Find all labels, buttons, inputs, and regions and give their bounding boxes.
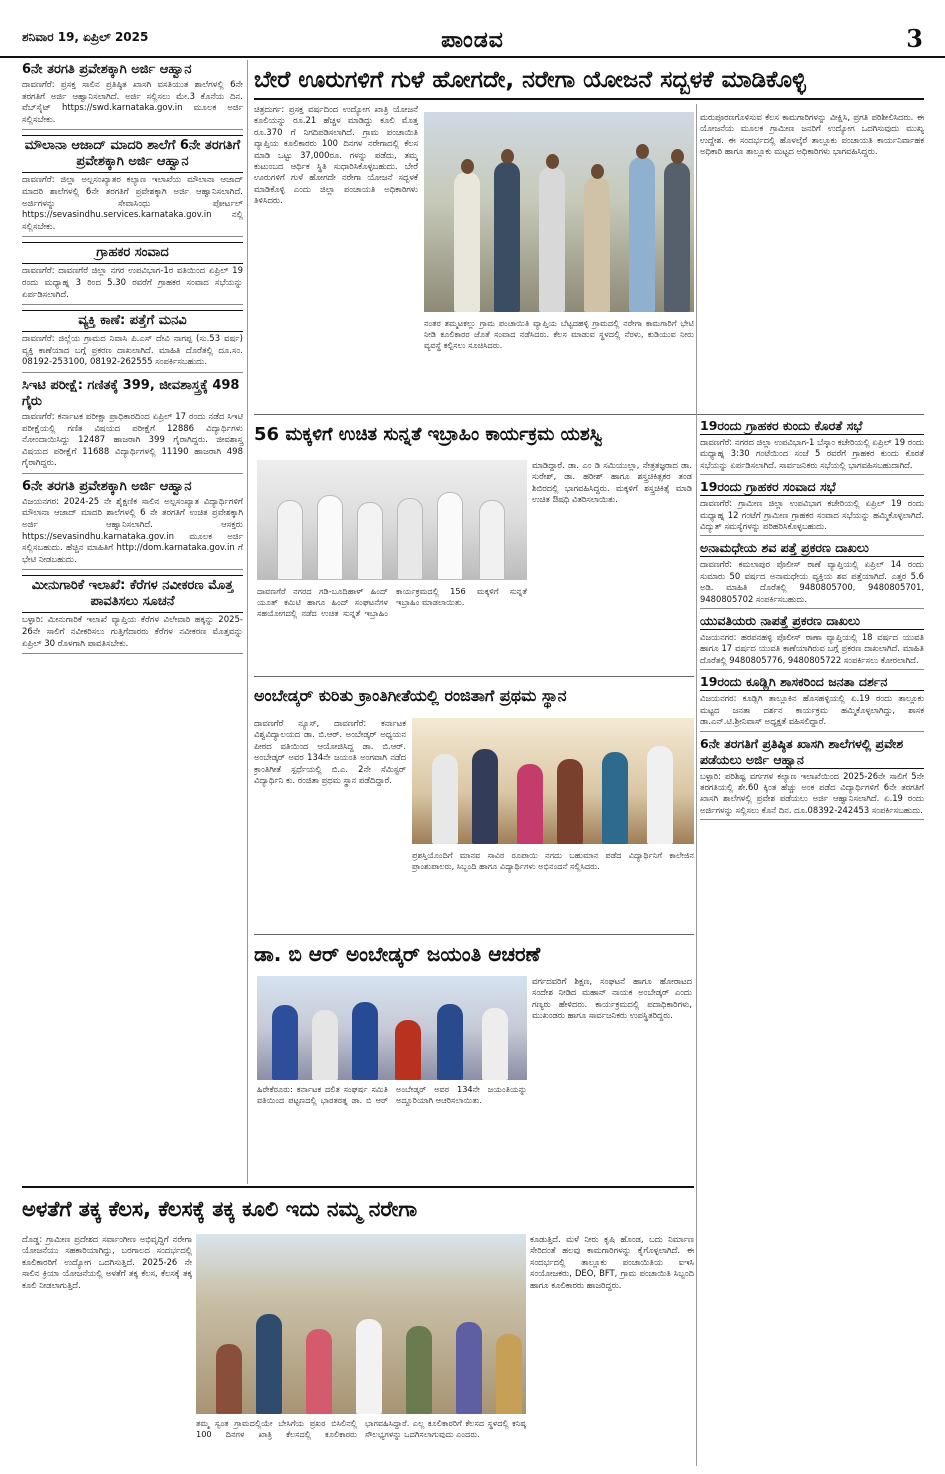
photo-caption: ಪ್ರಶಸ್ತಿಯೊಂದಿಗೆ ಮಾನವ ಸಾವಿರ ರೂಪಾಯಿ ನಗದು ಬಹುಮಾನ ಪಡೆದ ವಿದ್ಯಾರ್ಥಿನಿಗೆ ಕಾಲೇಜಿನ ಪ್ರಾಂಶುಪಾಲರು, ಸಿಬ್ಬಂದಿ ಹಾಗೂ ವಿದ್ಯಾರ್ಥಿಗಳು ಅಭಿನಂದನೆ ಸಲ್ಲಿಸಿದರು.: [412, 850, 694, 871]
nrega-workers-photo: [196, 1234, 526, 1414]
page-number: 3: [906, 24, 923, 53]
story-body: ದಾವಣಗೆರೆ: ದಾವಣಗೆರೆ ಜಿಲ್ಲಾ ನಗರ ಉಪವಿಭಾಗ-1ರ ವತಿಯಿಂದ ಏಪ್ರಿಲ್ 19 ರಂದು ಮಧ್ಯಾಹ್ನ 3 ರಿಂದ 5.30 ರವರೆಗೆ ಗ್ರಾಹಕರ ಸಂವಾದ ಸಭೆಯನ್ನು ಏರ್ಪಡಿಸಲಾಗಿದೆ.: [22, 266, 243, 300]
brief-janata-darshan: [700, 674, 924, 731]
story-school-admission-1: [22, 62, 243, 130]
story-cet-exam: [22, 378, 243, 474]
photo-caption: ತಮ್ಮ ಸ್ವಂತ ಗ್ರಾಮದಲ್ಲಿಯೇ ಬೇಸಿಗೆಯ ಪ್ರಖರ ಬಿಸಿಲಿನಲ್ಲಿ 100 ದಿನಗಳ ಖಾತ್ರಿ ಕೆಲಸದಲ್ಲಿ ಕೂಲಿಕಾರರು ಭಾಗವಹಿಸಿದ್ದಾರೆ. ಎಲ್ಲ ಕೂಲಿಕಾರರಿಗೆ ಕೆಲಸದ ಸ್ಥಳದಲ್ಲಿ ಕನಿಷ್ಠ ಸೌಲಭ್ಯಗಳನ್ನು ಒದಗಿಸಲಾಗುವುದು ಎಂದರು.: [196, 1418, 526, 1439]
story-title: ಸಿಇಟಿ ಪರೀಕ್ಷೆ: ಗಣಿತಕ್ಕೆ 399, ಜೀವಶಾಸ್ತ್ರಕ್ಕೆ 498 ಗೈರು: [22, 377, 240, 409]
story-body-continued: ಕೂಡುತ್ತಿದೆ. ಮಳೆ ನೀರು ಕೃಷಿ ಹೊಂಡ, ಬದು ನಿರ್ಮಾಣ ಸೇರಿದಂತೆ ಹಲವು ಕಾಮಗಾರಿಗಳನ್ನು ಕೈಗೊಳ್ಳಲಾಗಿದೆ. ಈ ಸಂದರ್ಭದಲ್ಲಿ ತಾಲ್ಲೂಕು ಪಂಚಾಯಿತಿಯ ಐಇಸಿ ಸಂಯೋಜಕರು, DEO, BFT, ಗ್ರಾಮ ಪಂಚಾಯಿತಿ ಸಿಬ್ಬಂದಿ ಹಾಗೂ ಕೂಲಿಕಾರರು ಹಾಜರಿದ್ದರು.: [530, 1234, 694, 1290]
brief-title: 6ನೇ ತರಗತಿಗೆ ಪ್ರತಿಷ್ಠಿತ ಖಾಸಗಿ ಶಾಲೆಗಳಲ್ಲಿ ಪ್ರವೇಶ ಪಡೆಯಲು ಅರ್ಜಿ ಆಹ್ವಾನ: [700, 736, 924, 769]
nrega-bottom-headline-box: [22, 1190, 694, 1230]
photo-caption: ಹಿರೇಕೆರೂರು: ಕರ್ನಾಟಕ ದಲಿತ ಸಂಘರ್ಷ ಸಮಿತಿ ವತಿಯಿಂದ ಪಟ್ಟಣದಲ್ಲಿ ಭಾರತರತ್ನ ಡಾ. ಬಿ ಆರ್ ಅಂಬೇಡ್ಕರ್ ಅವರ 134ನೇ ಜಯಂತಿಯನ್ನು ಅದ್ದೂರಿಯಾಗಿ ಆಚರಿಸಲಾಯಿತು.: [257, 1084, 527, 1105]
story-body: ಬಳ್ಳಾರಿ: ಮೀನುಗಾರಿಕೆ ಇಲಾಖೆ ವ್ಯಾಪ್ತಿಯ ಕೆರೆಗಳ ವಿಲೇವಾರಿ ಹಕ್ಕನ್ನು 2025-26ನೇ ಸಾಲಿಗೆ ನವೀಕರಿಸಲು ಗುತ್ತಿಗೆದಾರರು ಕೆರೆಗಳ ನವೀಕರಣ ಮೊತ್ತವನ್ನು ಏಪ್ರಿಲ್ 30 ರೊಳಗಾಗಿ ಪಾವತಿಸಬೇಕು.: [22, 615, 243, 649]
masthead: [0, 0, 945, 58]
photo-caption: ದಾವಣಗೆರೆ ನಗರದ ಗಡಿ-ಬೂದಿಹಾಳ್ ಹಿಂದ್ ಯೂತ್ ಕಮಿಟಿ ಹಾಗೂ ಹಿಂದ್ ಸಂಘಟನೆಗಳ ಸಹಯೋಗದಲ್ಲಿ ನಡೆದ ಉಚಿತ ಸುನ್ನತೆ ಇಬ್ರಾಹಿಂ ಕಾರ್ಯಕ್ರಮದಲ್ಲಿ 156 ಮಕ್ಕಳಿಗೆ ಸುನ್ನತೆ ಇಬ್ರಾಹಿಂ ಮಾಡಲಾಯಿತು.: [257, 586, 527, 618]
cataract-headline-box: [254, 418, 694, 454]
story-body: ದಾವಣಗೆರೆ: ಜಿಲ್ಲೆಯ ಗ್ರಾಮದ ನಿವಾಸಿ ಪಿ.ಎಸ್ ದೇವಿ ನಾಗಪ್ಪ (ಸು.53 ವರ್ಷ) ವ್ಯಕ್ತಿ ಕಾಣೆಯಾದ ಬಗ್ಗೆ ಪ್ರಕರಣ ದಾಖಲಾಗಿದೆ. ಮಾಹಿತಿ ದೊರೆತಲ್ಲಿ ದೂ.ಸಂ. 08192-253100, 08192-262555 ಸಂಪರ್ಕಿಸಬಹುದು.: [22, 334, 243, 368]
brief-unidentified-body: [700, 540, 924, 609]
ambedkar-jayanti-headline-box: [254, 938, 694, 972]
story-body: ದೊಡ್ಡ: ಗ್ರಾಮೀಣ ಪ್ರದೇಶದ ಸರ್ವಾಂಗೀಣ ಅಭಿವೃದ್ಧಿಗೆ ನರೇಗಾ ಯೋಜನೆಯು ಸಹಕಾರಿಯಾಗಿದ್ದು, ಬರಗಾಲದ ಸಂದರ್ಭದಲ್ಲಿ ಕೂಲಿಕಾರರಿಗೆ ಉದ್ಯೋಗ ಒದಗಿಸುತ್ತಿದೆ. 2025-26 ನೇ ಸಾಲಿನ ಕ್ರಿಯಾ ಯೋಜನೆಯಲ್ಲಿ ಅಳತೆಗೆ ತಕ್ಕ ಕೆಲಸ, ಕೆಲಸಕ್ಕೆ ತಕ್ಕ ಕೂಲಿ ನೀಡಲಾಗುತ್ತಿದೆ.: [22, 1234, 192, 1290]
brief-title: 19ರಂದು ಕೂಡ್ಲಿಗಿ ಶಾಸಕರಿಂದ ಜನತಾ ದರ್ಶನ: [700, 674, 924, 691]
issue-date: ಶನಿವಾರ 19, ಏಪ್ರಿಲ್ 2025: [22, 30, 149, 44]
brief-body: ದಾವಣಗೆರೆ: ನಗರದ ಜಿಲ್ಲಾ ಉಪವಿಭಾಗ-1 ಬೆಸ್ಕಾಂ ಕಚೇರಿಯಲ್ಲಿ ಏಪ್ರಿಲ್ 19 ರಂದು ಮಧ್ಯಾಹ್ನ 3:30 ಗಂಟೆಯಿಂದ ಸಂಜೆ 5 ರವರೆಗೆ ಗ್ರಾಹಕರ ಕುಂದು ಕೊರತೆ ಸಭೆಯನ್ನು ಏರ್ಪಡಿಸಲಾಗಿದೆ. ಸಾರ್ವಜನಿಕರು ಸಭೆಯಲ್ಲಿ ಭಾಗವಹಿಸಬಹುದಾಗಿದೆ.: [700, 437, 924, 470]
brief-body: ದಾವಣಗೆರೆ: ಗ್ರಾಮೀಣ ಜಿಲ್ಲಾ ಉಪವಿಭಾಗ ಕಚೇರಿಯಲ್ಲಿ ಏಪ್ರಿಲ್ 19 ರಂದು ಮಧ್ಯಾಹ್ನ 12 ಗಂಟೆಗೆ ಗ್ರಾಮೀಣ ಗ್ರಾಹಕರ ಸಂವಾದ ಸಭೆಯನ್ನು ಹಮ್ಮಿಕೊಳ್ಳಲಾಗಿದೆ. ವಿದ್ಯುತ್ ಸಮಸ್ಯೆಗಳನ್ನು ಪರಿಹರಿಸಿಕೊಳ್ಳಬಹುದು.: [700, 498, 924, 532]
right-column: [700, 418, 924, 1188]
brief-body: ಬಳ್ಳಾರಿ: ಪರಿಶಿಷ್ಟ ವರ್ಗಗಳ ಕಲ್ಯಾಣ ಇಲಾಖೆಯಿಂದ 2025-26ನೇ ಸಾಲಿಗೆ 5ನೇ ತರಗತಿಯಲ್ಲಿ ಶೇ.60 ಕ್ಕಿಂತ ಹೆಚ್ಚು ಅಂಕ ಪಡೆದ ವಿದ್ಯಾರ್ಥಿಗಳಿಗೆ 6ನೇ ತರಗತಿಗೆ ಖಾಸಗಿ ಶಾಲೆಗಳಲ್ಲಿ ಪ್ರವೇಶ ಪಡೆಯಲು ಅರ್ಜಿ ಆಹ್ವಾನಿಸಲಾಗಿದೆ. ಏ.19 ರಂದು ಅರ್ಜಿಗಳನ್ನು ಸಲ್ಲಿಸಲು ಕೊನೆ ದಿನ. ದೂ.08392-242453 ಸಂಪರ್ಕಿಸಬಹುದು.: [700, 770, 924, 815]
story-body: ಚಿತ್ರದುರ್ಗ: ಪ್ರಸಕ್ತ ವರ್ಷದಿಂದ ಉದ್ಯೋಗ ಖಾತ್ರಿ ಯೋಜನೆ ಕೂಲಿಯನ್ನು ರೂ.21 ಹೆಚ್ಚಳ ಮಾಡಿದ್ದು ಕೂಲಿ ಮೊತ್ತ ರೂ.370 ಗೆ ನಿಗದಿಪಡಿಸಲಾಗಿದೆ. ಗ್ರಾಮ ಪಂಚಾಯಿತಿ ವ್ಯಾಪ್ತಿಯ ಕೂಲಿಕಾರರು 100 ದಿನಗಳ ನರೇಗಾದಲ್ಲಿ ಕೆಲಸ ಮಾಡಿ ಒಟ್ಟು 37,000ರೂ. ಗಳನ್ನು ಪಡೆದು, ತಮ್ಮ ಕುಟುಂಬದ ಆರ್ಥಿಕ ಸ್ಥಿತಿ ಸುಧಾರಿಸಿಕೊಳ್ಳಬಹುದು. ಬೇರೆ ಊರುಗಳಿಗೆ ಗುಳೆ ಹೋಗದೇ ನರೇಗಾ ಯೋಜನೆ ಸದ್ಬಳಕೆ ಮಾಡಿಕೊಳ್ಳಿ ಎಂದು ಜಿಲ್ಲಾ ಪಂಚಾಯತಿ ಅಧಿಕಾರಿಗಳು ತಿಳಿಸಿದರು.: [254, 104, 418, 206]
story-consumer-meet: [22, 242, 243, 305]
story-school-admission-2: [22, 479, 243, 571]
brief-grievance-meet: [700, 418, 924, 475]
headline: ಬೇರೆ ಊರುಗಳಿಗೆ ಗುಳೆ ಹೋಗದೇ, ನರೇಗಾ ಯೋಜನೆ ಸದ್ಬಳಕೆ ಮಾಡಿಕೊಳ್ಳಿ: [254, 67, 806, 93]
jayanti-group-photo: [257, 976, 527, 1080]
brief-title: ಯುವತಿಯರು ನಾಪತ್ತೆ ಪ್ರಕರಣ ದಾಖಲು: [700, 613, 924, 630]
brief-body: ವಿಜಯನಗರ: ಹರಪನಹಳ್ಳಿ ಪೊಲೀಸ್ ಠಾಣಾ ವ್ಯಾಪ್ತಿಯಲ್ಲಿ 18 ವರ್ಷದ ಯುವತಿ ಹಾಗೂ 17 ವರ್ಷದ ಯುವತಿ ಕಾಣೆಯಾಗಿರುವ ಬಗ್ಗೆ ಪ್ರಕರಣ ದಾಖಲಾಗಿದೆ. ಮಾಹಿತಿ ದೊರೆತಲ್ಲಿ 9480805776, 9480805722 ಸಂಪರ್ಕಿಸಲು ಕೋರಲಾಗಿದೆ.: [700, 632, 924, 665]
ambedkar-song-headline-box: [254, 680, 694, 714]
headline: ಡಾ. ಬಿ ಆರ್ ಅಂಬೇಡ್ಕರ್ ಜಯಂತಿ ಆಚರಣೆ: [254, 942, 541, 966]
nrega-field-photo: [424, 112, 694, 312]
story-body: ಮಾಡಿದ್ದಾರೆ. ಡಾ. ಎಂ ಡಿ ಸಮಿಯುಲ್ಲಾ, ನೇತ್ರತಜ್ಞರಾದ ಡಾ. ಸುರೇಶ್, ಡಾ. ಹರೀಶ್ ಹಾಗೂ ಶಸ್ತ್ರಚಿಕಿತ್ಸಕರ ತಂಡ ಶಿಬಿರದಲ್ಲಿ ಭಾಗವಹಿಸಿದ್ದರು. ಮಕ್ಕಳಿಗೆ ಶಸ್ತ್ರಚಿಕಿತ್ಸೆ ಮಾಡಿ ಉಚಿತ ಔಷಧಿ ವಿತರಿಸಲಾಯಿತು.: [532, 460, 692, 505]
story-title: ಮೌಲಾನಾ ಆಜಾದ್ ಮಾದರಿ ಶಾಲೆಗೆ 6ನೇ ತರಗತಿಗೆ ಪ್ರವೇಶಕ್ಕಾಗಿ ಅರ್ಜಿ ಆಹ್ವಾನ: [22, 135, 243, 173]
left-column: [22, 60, 248, 1184]
brief-missing-girls: [700, 613, 924, 670]
story-body: ದಾವಣಗೆರೆ: ಪ್ರಸಕ್ತ ಸಾಲಿನ ಪ್ರತಿಷ್ಠಿತ ಖಾಸಗಿ ವಸತಿಯುತ ಶಾಲೆಗಳಲ್ಲಿ 6ನೇ ತರಗತಿಗೆ ಅರ್ಜಿ ಆಹ್ವಾನಿಸಲಾಗಿದೆ. ಅರ್ಜಿ ಸಲ್ಲಿಸಲು ಮೇ.3 ಕೊನೆಯ ದಿನ. ವೆಬ್‌ಸೈಟ್ https://swd.karnataka.gov.in ಮೂಲಕ ಅರ್ಜಿ ಸಲ್ಲಿಸಬೇಕು.: [22, 80, 243, 125]
nrega-top-headline-box: [254, 62, 924, 100]
story-fisheries: [22, 575, 243, 654]
story-body: ವರ್ಗದವರಿಗೆ ಶಿಕ್ಷಣ, ಸಂಘಟನೆ ಹಾಗೂ ಹೋರಾಟದ ಸಂದೇಶ ನೀಡಿದ ಮಹಾನ್ ನಾಯಕ ಅಂಬೇಡ್ಕರ್ ಎಂದು ಗಣ್ಯರು ಹೇಳಿದರು. ಕಾರ್ಯಕ್ರಮದಲ್ಲಿ ಪದಾಧಿಕಾರಿಗಳು, ಮುಖಂಡರು ಹಾಗೂ ಸಾರ್ವಜನಿಕರು ಉಪಸ್ಥಿತರಿದ್ದರು.: [532, 976, 692, 1021]
headline: ಅಂಬೇಡ್ಕರ್ ಕುರಿತು ಕ್ರಾಂತಿಗೀತೆಯಲ್ಲಿ ರಂಜಿತಾಗೆ ಪ್ರಥಮ ಸ್ಥಾನ: [254, 686, 567, 705]
brief-title: 19ರಂದು ಗ್ರಾಹಕರ ಕುಂದು ಕೊರತೆ ಸಭೆ: [700, 418, 924, 435]
story-body: ದಾವಣಗೆರೆ ನ್ಯೂಸ್, ದಾವಣಗೆರೆ: ಕರ್ನಾಟಕ ವಿಶ್ವವಿದ್ಯಾಲಯದ ಡಾ. ಬಿ.ಆರ್. ಅಂಬೇಡ್ಕರ್ ಅಧ್ಯಯನ ಪೀಠದ ವತಿಯಿಂದ ಆಯೋಜಿಸಿದ್ದ ಡಾ. ಬಿ.ಆರ್. ಅಂಬೇಡ್ಕರ್ ಅವರ 134ನೇ ಜಯಂತಿ ಅಂಗವಾಗಿ ನಡೆದ ಕ್ರಾಂತಿಗೀತೆ ಸ್ಪರ್ಧೆಯಲ್ಲಿ ಬಿ.ಎ. 2ನೇ ಸೆಮಿಸ್ಟರ್ ವಿದ್ಯಾರ್ಥಿನಿ ಕು. ರಂಜಿತಾ ಪ್ರಥಮ ಸ್ಥಾನ ಪಡೆದಿದ್ದಾರೆ.: [254, 718, 406, 786]
newspaper-title: ಪಾಂಡವ: [441, 28, 504, 53]
brief-private-school-admission: [700, 736, 924, 821]
event-stage-photo: [257, 460, 527, 580]
headline: 56 ಮಕ್ಕಳಿಗೆ ಉಚಿತ ಸುನ್ನತೆ ಇಬ್ರಾಹಿಂ ಕಾರ್ಯಕ್ರಮ ಯಶಸ್ವಿ: [254, 424, 603, 445]
story-body: ದಾವಣಗೆರೆ: ಕರ್ನಾಟಕ ಪರೀಕ್ಷಾ ಪ್ರಾಧಿಕಾರದಿಂದ ಏಪ್ರಿಲ್ 17 ರಂದು ನಡೆದ ಸಿಇಟಿ ಪರೀಕ್ಷೆಯಲ್ಲಿ ಗಣಿತ ವಿಷಯದ ಪರೀಕ್ಷೆಗೆ 12886 ವಿದ್ಯಾರ್ಥಿಗಳು ನೋಂದಾಯಿಸಿದ್ದು 12487 ಹಾಜರಾಗಿ 399 ಗೈರಾಗಿದ್ದರು. ಜೀವಶಾಸ್ತ್ರ ವಿಷಯದ ಪರೀಕ್ಷೆಗೆ 11688 ವಿದ್ಯಾರ್ಥಿಗಳಲ್ಲಿ 11190 ಹಾಜರಾಗಿ 498 ಗೈರಾಗಿದ್ದರು.: [22, 411, 243, 469]
story-body-continued: ಮರುಪೂರಣಗೊಳಿಸುವ ಕೆಲಸ ಕಾಮಗಾರಿಗಳನ್ನು ವೀಕ್ಷಿಸಿ, ಪ್ರಗತಿ ಪರಿಶೀಲಿಸಿದರು. ಈ ಯೋಜನೆಯ ಮೂಲಕ ಗ್ರಾಮೀಣ ಜನರಿಗೆ ಉದ್ಯೋಗ ಒದಗಿಸುವುದು ಮುಖ್ಯ ಉದ್ದೇಶ. ಈ ಸಂದರ್ಭದಲ್ಲಿ ಹೊಳಲ್ಕೆರೆ ತಾಲ್ಲೂಕು ಪಂಚಾಯತಿ ಕಾರ್ಯನಿರ್ವಾಹಕ ಅಧಿಕಾರಿ ಹಾಗೂ ತಾಲ್ಲೂಕು ಮಟ್ಟದ ಅಧಿಕಾರಿಗಳು ಭಾಗವಹಿಸಿದ್ದರು.: [700, 112, 924, 157]
story-body: ದಾವಣಗೆರೆ: ಜಿಲ್ಲಾ ಅಲ್ಪಸಂಖ್ಯಾತರ ಕಲ್ಯಾಣ ಇಲಾಖೆಯ ಮೌಲಾನಾ ಆಜಾದ್ ಮಾದರಿ ಶಾಲೆಗಳಲ್ಲಿ 6ನೇ ತರಗತಿಗೆ ಪ್ರವೇಶಕ್ಕಾಗಿ ಅರ್ಜಿ ಆಹ್ವಾನಿಸಲಾಗಿದೆ. ಅರ್ಜಿಗಳನ್ನು ಸೇವಾಸಿಂಧು ಪೋರ್ಟಲ್ https://sevasindhu.services.karnataka.gov.in ನಲ್ಲಿ ಸಲ್ಲಿಸಬೇಕು.: [22, 175, 243, 232]
story-title: ವ್ಯಕ್ತಿ ಕಾಣೆ: ಪತ್ತೆಗೆ ಮನವಿ: [22, 310, 243, 332]
story-missing-person: [22, 310, 243, 373]
story-title: 6ನೇ ತರಗತಿ ಪ್ರವೇಶಕ್ಕಾಗಿ ಅರ್ಜಿ ಆಹ್ವಾನ: [22, 478, 192, 494]
story-title: 6ನೇ ತರಗತಿ ಪ್ರವೇಶಕ್ಕಾಗಿ ಅರ್ಜಿ ಆಹ್ವಾನ: [22, 62, 192, 77]
brief-consumer-meet: [700, 479, 924, 536]
story-moulana-azad-school: [22, 135, 243, 237]
story-title: ಮೀನುಗಾರಿಕೆ ಇಲಾಖೆ: ಕೆರೆಗಳ ನವೀಕರಣ ಮೊತ್ತ ಪಾವತಿಸಲು ಸೂಚನೆ: [22, 575, 243, 613]
brief-title: 19ರಂದು ಗ್ರಾಹಕರ ಸಂವಾದ ಸಭೆ: [700, 479, 924, 496]
headline: ಅಳತೆಗೆ ತಕ್ಕ ಕೆಲಸ, ಕೆಲಸಕ್ಕೆ ತಕ್ಕ ಕೂಲಿ ಇದು ನಮ್ಮ ನರೇಗಾ: [22, 1197, 418, 1221]
brief-body: ವಿಜಯನಗರ: ಕೂಡ್ಲಿಗಿ ತಾಲ್ಲೂಕಿನ ಹೊಸಹಳ್ಳಿಯಲ್ಲಿ ಏ.19 ರಂದು ತಾಲ್ಲೂಕು ಮಟ್ಟದ ಜನತಾ ದರ್ಶನ ಕಾರ್ಯಕ್ರಮ ಹಮ್ಮಿಕೊಳ್ಳಲಾಗಿದ್ದು, ಶಾಸಕ ಡಾ.ಎನ್.ಟಿ.ಶ್ರೀನಿವಾಸ್ ಅಧ್ಯಕ್ಷತೆ ವಹಿಸಲಿದ್ದಾರೆ.: [700, 693, 924, 727]
story-body: ವಿಜಯನಗರ: 2024-25 ನೇ ಶೈಕ್ಷಣಿಕ ಸಾಲಿನ ಅಲ್ಪಸಂಖ್ಯಾತ ವಿದ್ಯಾರ್ಥಿಗಳಿಗೆ ಮೌಲಾನಾ ಆಜಾದ್ ಮಾದರಿ ಶಾಲೆಗಳಲ್ಲಿ 6 ನೇ ತರಗತಿಗೆ ಉಚಿತ ಪ್ರವೇಶಕ್ಕಾಗಿ ಅರ್ಜಿ ಆಹ್ವಾನಿಸಲಾಗಿದೆ. ಆಸಕ್ತರು https://sevasindhu.karnataka.gov.in ಮೂಲಕ ಅರ್ಜಿ ಸಲ್ಲಿಸಬಹುದು. ಹೆಚ್ಚಿನ ಮಾಹಿತಿಗೆ http://dom.karnataka.gov.in ಗೆ ಭೇಟಿ ನೀಡಬಹುದು.: [22, 496, 243, 565]
brief-body: ದಾವಣಗೆರೆ: ಕಮಲಾಪುರ ಪೊಲೀಸ್ ಠಾಣೆ ವ್ಯಾಪ್ತಿಯಲ್ಲಿ ಏಪ್ರಿಲ್ 14 ರಂದು ಸುಮಾರು 50 ವರ್ಷದ ಅನಾಮಧೇಯ ವ್ಯಕ್ತಿಯ ಶವ ಪತ್ತೆಯಾಗಿದೆ. ಎತ್ತರ 5.6 ಅಡಿ. ಮಾಹಿತಿ ದೊರೆತಲ್ಲಿ 9480805700, 9480805701, 9480805702 ಸಂಪರ್ಕಿಸಬಹುದು.: [700, 559, 924, 604]
brief-title: ಅನಾಮಧೇಯ ಶವ ಪತ್ತೆ ಪ್ರಕರಣ ದಾಖಲು: [700, 540, 924, 557]
story-title: ಗ್ರಾಹಕರ ಸಂವಾದ: [22, 242, 243, 264]
award-photo: [412, 718, 694, 844]
photo-caption: ನಂತರ ತಮ್ಮಟಕಲ್ಲು ಗ್ರಾಮ ಪಂಚಾಯಿತಿ ವ್ಯಾಪ್ತಿಯ ಬೆಟ್ಟದಹಳ್ಳಿ ಗ್ರಾಮದಲ್ಲಿ ನರೇಗಾ ಕಾಮಗಾರಿಗೆ ಭೇಟಿ ನೀಡಿ ಕೂಲಿಕಾರರ ಜೊತೆ ಸಂವಾದ ನಡೆಸಿದರು. ಕೆಲಸ ಮಾಡುವ ಸ್ಥಳದಲ್ಲಿ ನೆರಳು, ಕುಡಿಯುವ ನೀರು ವ್ಯವಸ್ಥೆ ಕಲ್ಪಿಸಲು ಸೂಚಿಸಿದರು.: [424, 318, 694, 350]
